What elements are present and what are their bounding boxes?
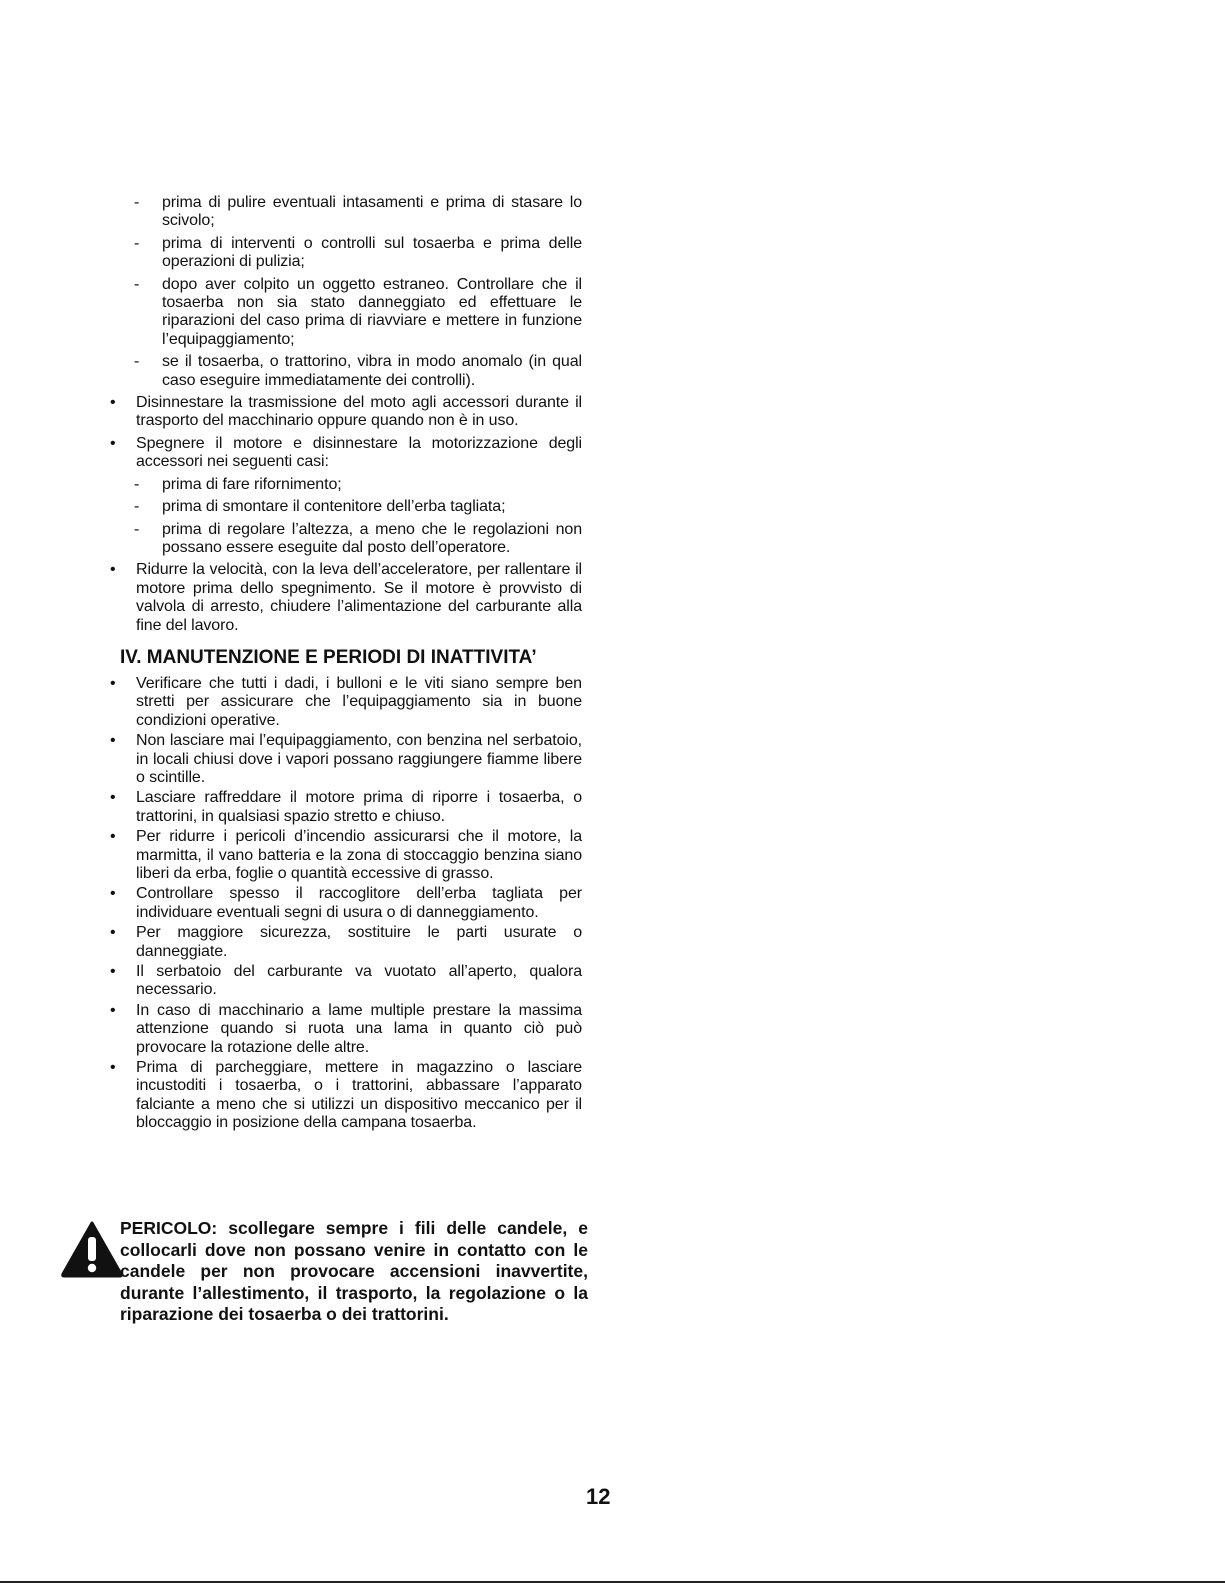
bullet-item [104,828,582,883]
bullet-marker: • [110,789,116,807]
bullet-marker: • [110,828,116,846]
bullet-item [104,963,582,1000]
bullet-marker: • [110,561,116,579]
bullet-marker: • [110,434,116,452]
bullet-marker: • [110,924,116,942]
list-item [104,276,582,350]
bullet-item [104,435,582,472]
dash-marker: - [134,498,140,516]
bullet-marker: • [110,885,116,903]
bullet-item [104,732,582,787]
danger-notice [60,1218,590,1328]
bullet-marker: • [110,732,116,750]
bottom-rule [0,1581,1225,1583]
page-number: 12 [586,1484,611,1509]
list-item-text: prima di smontare il contenitore dell’erba tagliata; [162,498,506,516]
list-item-text: prima di pulire eventuali intasamenti e prima di stasare lo scivolo; [162,194,582,230]
bullet-marker: • [110,1001,116,1019]
bullet-marker: • [110,963,116,981]
list-item [104,235,582,272]
bullet-text: Ridurre la velocità, con la leva dell’acceleratore, per rallentare il motore prima dello spegnimento. Se il motore è provvisto di valvola di arresto, chiudere l’alimentazione del carburante alla fine del lavoro. [136,561,582,634]
bullet-text: Il serbatoio del carburante va vuotato all’aperto, qualora necessario. [136,963,582,999]
bullet-text: Per maggiore sicurezza, sostituire le parti usurate o danneggiate. [136,924,582,960]
bullet-text: Lasciare raffreddare il motore prima di riporre i tosaerba, o trattorini, in qualsiasi spazio stretto e chiuso. [136,789,582,825]
list-item [104,353,582,390]
bullet-marker: • [110,674,116,692]
bullet-item [104,561,582,635]
bullet-item [104,885,582,922]
bullet-item [104,789,582,826]
bullet-text: Prima di parcheggiare, mettere in magazzino o lasciare incustoditi i tosaerba, o i trattorini, abbassare l’apparato falciante a meno che si utilizzi un dispositivo meccanico per il bloccaggio in posizione della campana tosaerba. [136,1059,582,1132]
list-item [104,498,582,516]
bullet-text: Disinnestare la trasmissione del moto agli accessori durante il trasporto del macchinario oppure quando non è in uso. [136,394,582,430]
list-item [104,521,582,558]
list-item [104,194,582,231]
dash-marker: - [134,475,140,493]
bullet-item [104,394,582,431]
bullet-item [104,1002,582,1057]
bullet-text: In caso di macchinario a lame multiple prestare la massima attenzione quando si ruota una lama in quanto ciò può provocare la rotazione delle altre. [136,1001,582,1056]
dash-marker: - [134,234,140,252]
section-heading: IV. MANUTENZIONE E PERIODI DI INATTIVITA’ [120,646,537,668]
list-item-text: se il tosaerba, o trattorino, vibra in modo anomalo (in qual caso eseguire immediatamente dei controlli). [162,353,582,389]
bullet-text: Controllare spesso il raccoglitore dell’erba tagliata per individuare eventuali segni di usura o di danneggiamento. [136,885,582,921]
bullet-item [104,924,582,961]
list-item-text: dopo aver colpito un oggetto estraneo. Controllare che il tosaerba non sia stato danneggiato ed effettuare le riparazioni del caso prima di riavviare e mettere in funzione l’equipaggiamento; [162,275,582,348]
list-item-text: prima di regolare l’altezza, a meno che le regolazioni non possano essere eseguite dal posto dell’operatore. [162,520,582,556]
bullet-text: Per ridurre i pericoli d’incendio assicurarsi che il motore, la marmitta, il vano batteria e la zona di stoccaggio benzina siano liberi da erba, foglie o quantità eccessive di grasso. [136,828,582,882]
bullet-marker: • [110,394,116,412]
list-item [104,476,582,494]
danger-text: PERICOLO: scollegare sempre i fili delle candele, e collocarli dove non possano venire in contatto con le candele per non provocare accensioni inavvertite, durante l’allestimento, il trasporto, la regolazione o la riparazione dei tosaerba o dei trattorini. [120,1218,588,1324]
list-item-text: prima di interventi o controlli sul tosaerba e prima delle operazioni di pulizia; [162,234,582,271]
bullet-item [104,1059,582,1133]
bullet-marker: • [110,1059,116,1077]
warning-triangle-icon [60,1220,124,1278]
bullet-text: Verificare che tutti i dadi, i bulloni e le viti siano sempre ben stretti per assicurare che l’equipaggiamento sia in buone condizioni operative. [136,674,582,729]
bullet-text: Non lasciare mai l’equipaggiamento, con benzina nel serbatoio, in locali chiusi dove i vapori possano raggiungere fiamme libere o scintille. [136,732,582,786]
document-body [104,194,582,1135]
dash-marker: - [134,275,140,293]
bullet-text: Spegnere il motore e disinnestare la motorizzazione degli accessori nei seguenti casi: [136,434,582,471]
dash-marker: - [134,520,140,538]
dash-marker: - [134,353,140,371]
bullet-item [104,675,582,730]
dash-marker: - [134,194,140,211]
list-item-text: prima di fare rifornimento; [162,475,342,493]
